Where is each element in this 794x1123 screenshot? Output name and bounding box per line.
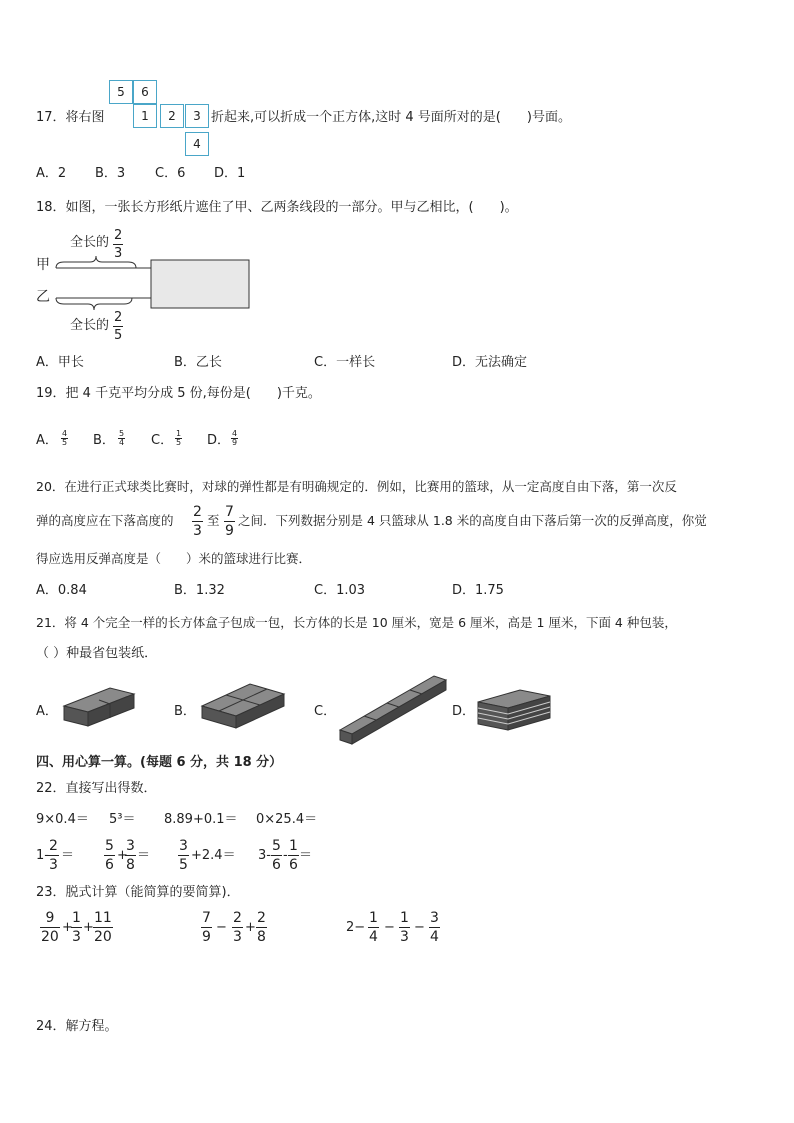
q21-option-d: D．: [452, 704, 476, 719]
net-cell-6: 6: [133, 80, 157, 104]
q22-item-5-post: ＝: [61, 848, 75, 863]
bottom-fraction: 2 5: [114, 310, 123, 343]
q20-fraction-2: 7 9: [225, 504, 234, 539]
q19-option-b-label: B．: [93, 433, 115, 448]
q18-option-c: C．一样长: [314, 355, 376, 370]
net-cell-5: 5: [109, 80, 133, 104]
q17-number: 17．将右图: [36, 110, 105, 125]
q17-option-c: C．6: [155, 166, 186, 181]
q21-option-c: C．: [314, 704, 337, 719]
q24-text: 24．解方程。: [36, 1019, 118, 1034]
q19-option-b-fraction: 5 4: [119, 429, 125, 447]
q17-text: 折起来,可以折成一个正方体,这时 4 号面所对的是( )号面。: [211, 110, 571, 125]
package-c-image: [338, 674, 448, 746]
q18-option-d: D．无法确定: [452, 355, 528, 370]
q22-item-8-post: ＝: [299, 848, 313, 863]
brace-bottom: [56, 298, 132, 310]
q22-item-6-fraction-2: 3 8: [126, 838, 135, 873]
q18-text: 18．如图，一张长方形纸片遮住了甲、乙两条线段的一部分。甲与乙相比，( )。: [36, 200, 518, 215]
brace-top: [56, 256, 136, 268]
q22-item-6-fraction-1: 5 6: [105, 838, 114, 873]
q22-item-8-pre: 3-: [258, 848, 271, 863]
q22-text: 22．直接写出得数．: [36, 781, 157, 796]
q22-item-7-post: +2.4＝: [191, 848, 236, 863]
q22-item-6-post: ＝: [137, 848, 151, 863]
paper-rectangle: [151, 260, 249, 308]
q19-option-c-label: C．: [151, 433, 174, 448]
package-b-image: [200, 682, 286, 730]
q20-fraction-1: 2 3: [193, 504, 202, 539]
q22-item-5-pre: 1-: [36, 848, 49, 863]
label-yi: 乙: [36, 289, 50, 305]
q20-line1: 20．在进行正式球类比赛时，对球的弹性都是有明确规定的．例如，比赛用的篮球，从一定高度自由下落，第一次反: [36, 479, 677, 494]
q17-option-a: A．2: [36, 166, 67, 181]
q17-option-b: B．3: [95, 166, 126, 181]
q18-option-a: A．甲长: [36, 355, 84, 370]
section-4-heading: 四、用心算一算。(每题 6 分，共 18 分）: [36, 755, 283, 770]
q19-option-a-label: A．: [36, 433, 58, 448]
q19-option-c-fraction: 1 5: [176, 429, 182, 447]
q19-text: 19．把 4 千克平均分成 5 份,每份是( )千克。: [36, 386, 321, 401]
q18-option-b: B．乙长: [174, 355, 222, 370]
q20-option-d: D．1.75: [452, 583, 504, 598]
q20-line2-c: 之间．下列数据分别是 4 只篮球从 1.8 米的高度自由下落后第一次的反弹高度，你觉: [238, 513, 707, 528]
package-d-image: [476, 688, 552, 732]
q20-line2-a: 弹的高度应在下落高度的: [36, 513, 174, 528]
q21-option-b: B．: [174, 704, 196, 719]
top-label: 全长的: [70, 235, 110, 250]
q21-line2: （ ）种最省包装纸．: [36, 646, 158, 661]
bottom-label: 全长的: [70, 318, 110, 333]
net-cell-4: 4: [185, 132, 209, 156]
q21-option-a: A．: [36, 704, 58, 719]
q22-item-8-fraction-1: 5 6: [272, 838, 281, 873]
q22-item-7-fraction: 3 5: [179, 838, 188, 873]
q23-text: 23．脱式计算（能简算的要简算)．: [36, 885, 240, 900]
q19-option-d-fraction: 4 9: [232, 429, 238, 447]
q22-item-3: 8.89+0.1＝: [164, 812, 238, 827]
q22-item-6-op: +: [117, 848, 128, 863]
q22-item-8-op: -: [283, 848, 288, 863]
q22-item-5-fraction: 2 3: [49, 838, 58, 873]
q20-option-c: C．1.03: [314, 583, 366, 598]
label-jia: 甲: [36, 257, 50, 273]
q20-line3: 得应选用反弹高度是（ ）米的篮球进行比赛．: [36, 551, 312, 566]
net-cell-3: 3: [185, 104, 209, 128]
q20-option-b: B．1.32: [174, 583, 225, 598]
q22-item-1: 9×0.4＝: [36, 812, 89, 827]
top-fraction: 2 3: [114, 228, 123, 261]
q22-item-8-fraction-2: 1 6: [289, 838, 298, 873]
net-cell-2: 2: [160, 104, 184, 128]
q19-option-d-label: D．: [207, 433, 231, 448]
package-a-image: [62, 684, 136, 730]
q22-item-2: 5³＝: [109, 812, 136, 827]
q20-line2-b: 至: [207, 513, 220, 528]
net-cell-1: 1: [133, 104, 157, 128]
q21-line1: 21．将 4 个完全一样的长方体盒子包成一包，长方体的长是 10 厘米，宽是 6 厘米，高是 1 厘米，下面 4 种包装，: [36, 615, 677, 630]
q19-option-a-fraction: 4 5: [62, 429, 68, 447]
q20-option-a: A．0.84: [36, 583, 87, 598]
q17-option-d: D．1: [214, 166, 246, 181]
q22-item-4: 0×25.4＝: [256, 812, 318, 827]
